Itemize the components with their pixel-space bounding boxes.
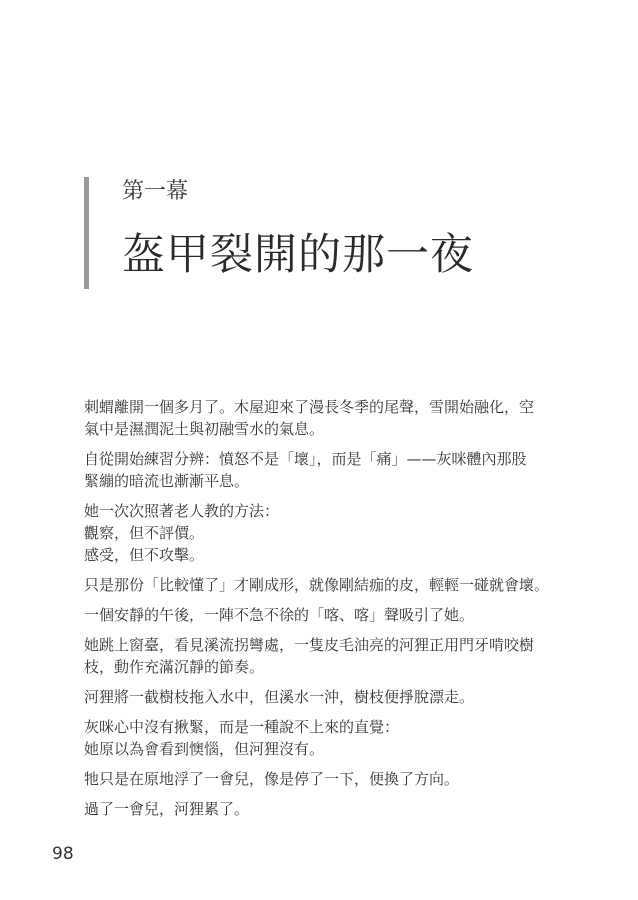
paragraph (84, 574, 574, 596)
chapter-title: 盔甲裂開的那一夜 (122, 230, 474, 280)
text-line: 灰咪心中沒有揪緊，而是一種說不上來的直覺： (84, 718, 400, 736)
text-line: 她一次次照著老人教的方法： (84, 502, 280, 520)
text-line: 她跳上窗臺，看見溪流拐彎處，一隻皮毛油亮的河狸正用門牙啃咬樹 (84, 636, 535, 654)
paragraph (84, 798, 574, 820)
text-line: 自從開始練習分辨：憤怒不是「壞」，而是「痛」——灰咪體內那股 (84, 450, 527, 468)
text-line: 枝，動作充滿沉靜的節奏。 (84, 658, 265, 676)
chapter-heading (84, 177, 544, 289)
paragraph (84, 716, 574, 760)
text-line: 一個安靜的午後，一陣不急不徐的「喀、喀」聲吸引了她。 (84, 606, 475, 624)
paragraph (84, 768, 574, 790)
paragraph (84, 448, 574, 492)
text-line: 刺蝟離開一個多月了。木屋迎來了漫長冬季的尾聲，雪開始融化，空 (84, 398, 535, 416)
text-line: 氣中是濕潤泥土與初融雪水的氣息。 (84, 420, 325, 438)
heading-accent-bar (84, 177, 89, 289)
text-line: 緊繃的暗流也漸漸平息。 (84, 472, 250, 490)
chapter-label: 第一幕 (122, 179, 189, 204)
text-line: 只是那份「比較懂了」才剛成形，就像剛結痂的皮，輕輕一碰就會壞。 (84, 576, 550, 594)
paragraph (84, 634, 574, 678)
paragraph (84, 396, 574, 440)
paragraph (84, 686, 574, 708)
body-text (84, 396, 574, 828)
page-number: 98 (52, 844, 74, 864)
paragraph (84, 500, 574, 566)
text-line: 牠只是在原地浮了一會兒，像是停了一下，便換了方向。 (84, 770, 460, 788)
text-line: 她原以為會看到懊惱，但河狸沒有。 (84, 740, 325, 758)
text-line: 過了一會兒，河狸累了。 (84, 800, 250, 818)
text-line: 觀察，但不評價。 (84, 524, 205, 542)
text-line: 感受，但不攻擊。 (84, 546, 205, 564)
paragraph (84, 604, 574, 626)
text-line: 河狸將一截樹枝拖入水中，但溪水一沖，樹枝便掙脫漂走。 (84, 688, 475, 706)
